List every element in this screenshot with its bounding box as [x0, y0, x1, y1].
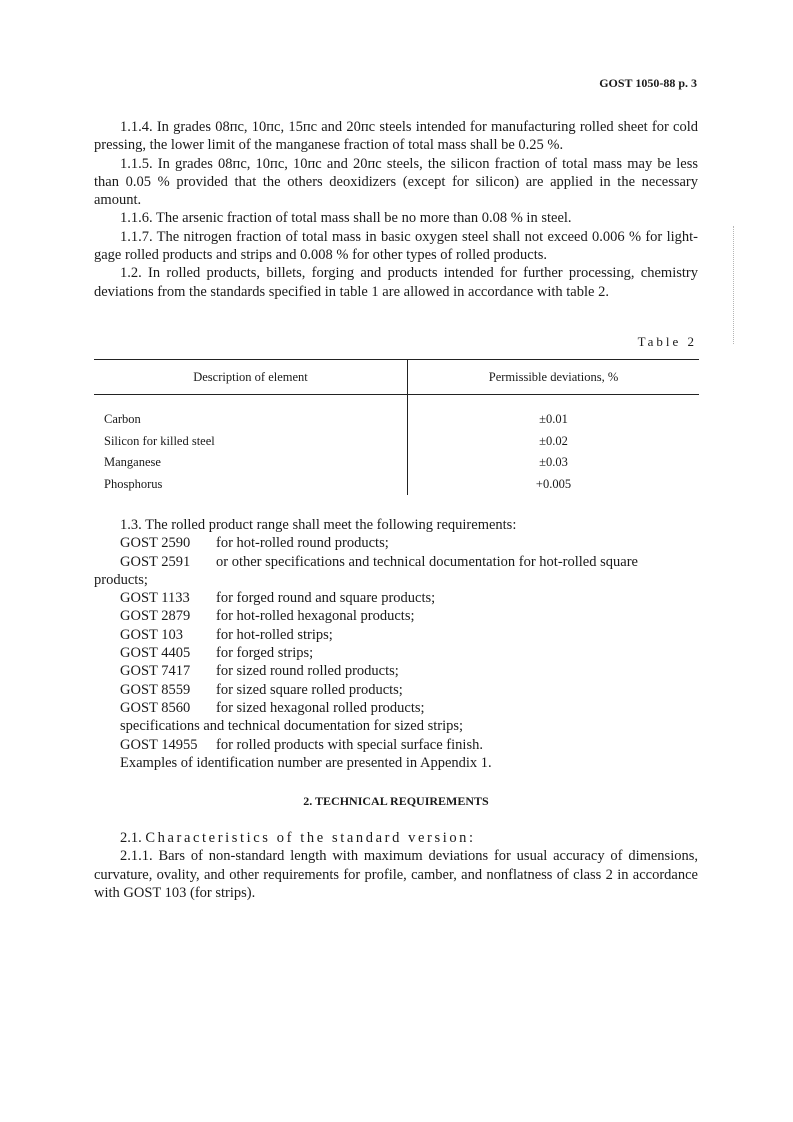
paragraph-2-1-1: 2.1.1. Bars of non-standard length with maximum deviations for usual accuracy of dimensions, curvature, ovality, and other requirements for profile, camber, and nonflatness of class 2 in accordance with GOST 103 (for strips). — [94, 848, 698, 901]
examples-line: Examples of identification number are presented in Appendix 1. — [120, 754, 492, 771]
deviation-cell: +0.005 — [535, 476, 572, 491]
element-cell: Manganese — [94, 452, 408, 474]
paragraph-1-1-4: 1.1.4. In grades 08пс, 10пс, 15пс and 20пс steels intended for manufacturing rolled sheet for cold pressing, the lower limit of the manganese fraction of total mass shall be 0.25 %. — [94, 119, 698, 154]
list-item — [94, 736, 698, 754]
gost-desc: for hot-rolled strips; — [216, 626, 333, 643]
list-item — [94, 553, 698, 571]
gost-code: GOST 4405 — [120, 645, 191, 662]
table-header-deviation: Permissible deviations, % — [408, 360, 700, 395]
element-cell: Silicon for killed steel — [94, 431, 408, 453]
gost-code: GOST 2879 — [120, 608, 191, 625]
list-item — [94, 607, 698, 625]
list-item — [94, 534, 698, 552]
deviation-cell: ±0.03 — [539, 455, 568, 470]
element-cell: Phosphorus — [94, 474, 408, 496]
gost-code: GOST 1133 — [120, 590, 190, 607]
paragraph-2-1-number: 2.1. — [120, 830, 142, 846]
paragraph-2-1-text: Characteristics of the standard version: — [145, 830, 476, 846]
list-item — [94, 662, 698, 680]
gost-code: GOST 7417 — [120, 663, 191, 680]
spec-line: specifications and technical documentation for sized strips; — [120, 718, 464, 735]
paragraph-1-1-5: 1.1.5. In grades 08пс, 10пс, 10пс and 20пс steels, the silicon fraction of total mass may be less than 0.05 % provided that the others deoxidizers (except for silicon) are applied in the necessary amount. — [94, 155, 698, 209]
table-caption: Table 2 — [637, 334, 697, 349]
range-intro: 1.3. The rolled product range shall meet the following requirements: — [120, 517, 517, 533]
gost-desc: for forged round and square products; — [216, 590, 436, 607]
gost-desc: for rolled products with special surface finish. — [216, 736, 483, 753]
paragraph-1-1-7: 1.1.7. The nitrogen fraction of total mass in basic oxygen steel shall not exceed 0.006 % for light-gage rolled products and strips and 0.008 % for other types of rolled products. — [94, 228, 698, 264]
gost-desc: for sized hexagonal rolled products; — [216, 699, 425, 716]
section-title: 2. TECHNICAL REQUIREMENTS — [303, 794, 489, 808]
gost-desc: for hot-rolled hexagonal products; — [216, 608, 415, 625]
gost-code: GOST 2591 — [120, 553, 191, 570]
table-row — [94, 431, 699, 453]
product-range — [94, 516, 698, 772]
list-item — [94, 699, 698, 717]
margin-dotted-mark — [733, 226, 736, 344]
gost-code: GOST 14955 — [120, 736, 198, 753]
list-item — [94, 644, 698, 662]
gost-code: GOST 103 — [120, 626, 183, 643]
paragraph-2-1 — [94, 829, 698, 847]
table-2 — [94, 359, 699, 495]
technical-requirements — [94, 829, 698, 902]
deviation-cell: ±0.02 — [539, 433, 568, 448]
list-item — [94, 626, 698, 644]
gost-desc: for hot-rolled round products; — [216, 535, 389, 552]
page-header: GOST 1050-88 p. 3 — [599, 76, 697, 90]
list-item — [94, 589, 698, 607]
gost-code: GOST 8559 — [120, 681, 191, 698]
gost-desc: or other specifications and technical documentation for hot-rolled square — [216, 553, 638, 570]
paragraph-1-2: 1.2. In rolled products, billets, forging and products intended for further processing, chemistry deviations from the standards specified in table 1 are allowed in accordance with table 2. — [94, 265, 698, 300]
gost-code: GOST 8560 — [120, 699, 191, 716]
list-item — [94, 681, 698, 699]
paragraph-1-1-6: 1.1.6. The arsenic fraction of total mass shall be no more than 0.08 % in steel. — [120, 210, 572, 227]
gost-desc-continuation: products; — [94, 571, 148, 588]
deviation-cell: ±0.01 — [539, 412, 568, 427]
table-header-element: Description of element — [94, 360, 408, 395]
gost-desc: for forged strips; — [216, 645, 314, 662]
element-cell: Carbon — [94, 409, 408, 431]
table-row — [94, 409, 699, 431]
table-row — [94, 474, 699, 496]
gost-desc: for sized round rolled products; — [216, 663, 399, 680]
gost-code: GOST 2590 — [120, 535, 191, 552]
gost-desc: for sized square rolled products; — [216, 681, 403, 698]
table-row — [94, 452, 699, 474]
intro-paragraphs — [94, 118, 698, 301]
